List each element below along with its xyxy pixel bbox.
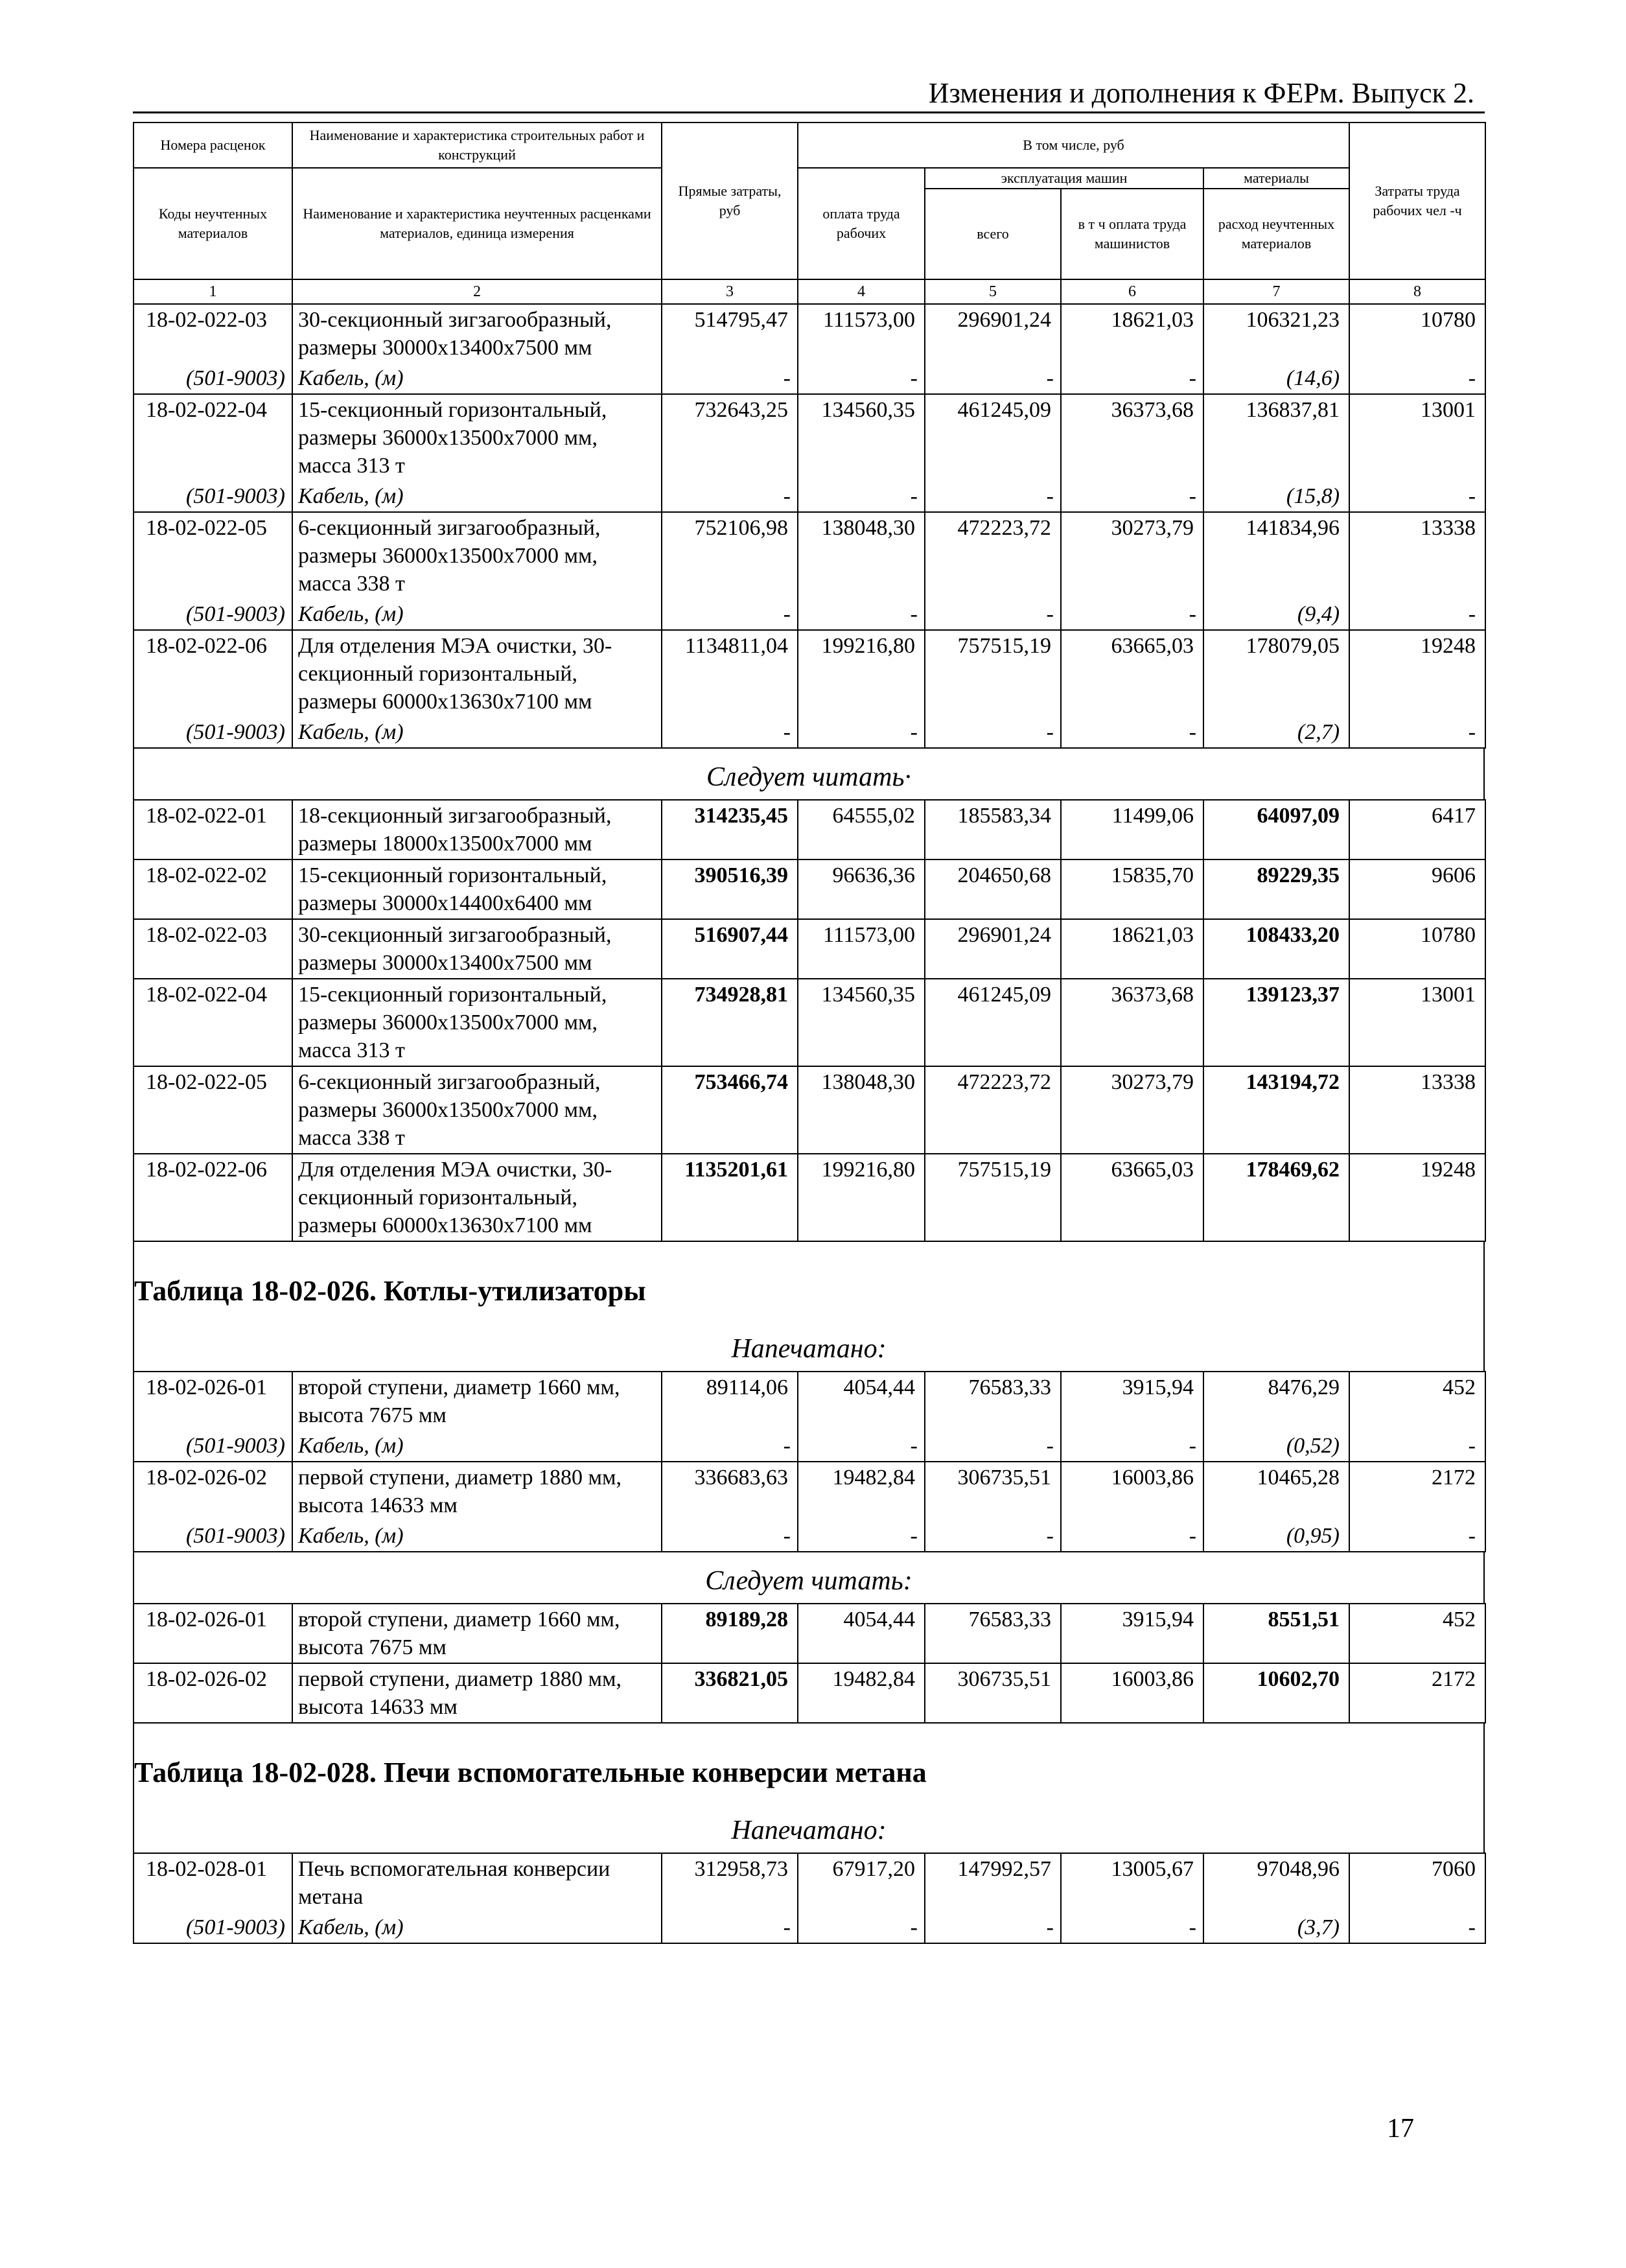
material-labor: - xyxy=(1349,1431,1485,1462)
page-number: 17 xyxy=(1387,2114,1414,2144)
rate-name: 18-секционный зигзагообразный, размеры 18000x13500x7000 мм xyxy=(292,800,662,859)
table-row xyxy=(134,630,1485,717)
column-number-2: 2 xyxy=(292,279,662,304)
read-rows-022 xyxy=(134,800,1485,1241)
material-materials: (0,95) xyxy=(1203,1521,1349,1552)
col-header-materials: материалы xyxy=(1203,168,1349,189)
caption-printed-028: Напечатано: xyxy=(731,1816,887,1846)
cell-materials: 178469,62 xyxy=(1203,1154,1349,1241)
cell-machines-total: 147992,57 xyxy=(925,1853,1061,1912)
material-row xyxy=(134,1521,1485,1552)
cell-labor: 452 xyxy=(1349,1372,1485,1431)
cell-direct-costs: 516907,44 xyxy=(662,919,798,979)
material-wages: - xyxy=(798,599,925,630)
table-row xyxy=(134,800,1485,859)
cell-labor: 9606 xyxy=(1349,859,1485,919)
cell-direct-costs: 314235,45 xyxy=(662,800,798,859)
rate-code: 18-02-022-04 xyxy=(134,394,292,481)
rate-code: 18-02-026-01 xyxy=(134,1604,292,1663)
cell-direct-costs: 390516,39 xyxy=(662,859,798,919)
cell-labor: 10780 xyxy=(1349,919,1485,979)
table-row xyxy=(134,1663,1485,1723)
col-header-operator-wages: в т ч оплата труда машинистов xyxy=(1061,189,1203,279)
col-header-wages: оплата труда рабочих xyxy=(798,168,925,279)
table-row xyxy=(134,394,1485,481)
material-row xyxy=(134,717,1485,748)
material-machines-total: - xyxy=(925,481,1061,512)
cell-direct-costs: 1134811,04 xyxy=(662,630,798,717)
rate-code: 18-02-022-03 xyxy=(134,304,292,363)
section-read-022 xyxy=(133,749,1485,799)
rate-code: 18-02-022-02 xyxy=(134,859,292,919)
material-direct-costs: - xyxy=(662,1431,798,1462)
material-materials: (2,7) xyxy=(1203,717,1349,748)
cell-direct-costs: 336821,05 xyxy=(662,1663,798,1723)
cell-machines-total: 296901,24 xyxy=(925,919,1061,979)
rate-name: 15-секционный горизонтальный, размеры 30000x14400x6400 мм xyxy=(292,859,662,919)
material-labor: - xyxy=(1349,481,1485,512)
cell-labor: 7060 xyxy=(1349,1853,1485,1912)
caption-read-026: Следует читать: xyxy=(705,1566,912,1596)
cell-labor: 10780 xyxy=(1349,304,1485,363)
cell-operator-wages: 63665,03 xyxy=(1061,630,1203,717)
cell-labor: 2172 xyxy=(1349,1462,1485,1521)
table-row xyxy=(134,859,1485,919)
cell-direct-costs: 514795,47 xyxy=(662,304,798,363)
cell-machines-total: 204650,68 xyxy=(925,859,1061,919)
material-operator-wages: - xyxy=(1061,363,1203,394)
rate-code: 18-02-026-02 xyxy=(134,1462,292,1521)
column-number-7: 7 xyxy=(1203,279,1349,304)
material-labor: - xyxy=(1349,1521,1485,1552)
rate-name: 15-секционный горизонтальный, размеры 36000x13500x7000 мм, масса 313 т xyxy=(292,394,662,481)
col-header-number: Номера расценок xyxy=(134,123,292,168)
material-direct-costs: - xyxy=(662,599,798,630)
cell-machines-total: 185583,34 xyxy=(925,800,1061,859)
cell-materials: 89229,35 xyxy=(1203,859,1349,919)
rate-code: 18-02-022-04 xyxy=(134,979,292,1066)
material-code: (501-9003) xyxy=(134,1431,292,1462)
cell-wages: 199216,80 xyxy=(798,630,925,717)
cell-wages: 4054,44 xyxy=(798,1372,925,1431)
col-header-machines-total: всего xyxy=(925,189,1061,279)
material-name: Кабель, (м) xyxy=(292,363,662,394)
col-header-direct-costs: Прямые затраты, руб xyxy=(662,123,798,279)
material-labor: - xyxy=(1349,717,1485,748)
cell-materials: 10602,70 xyxy=(1203,1663,1349,1723)
cell-labor: 13001 xyxy=(1349,394,1485,481)
rate-code: 18-02-028-01 xyxy=(134,1853,292,1912)
cell-materials: 97048,96 xyxy=(1203,1853,1349,1912)
cell-materials: 106321,23 xyxy=(1203,304,1349,363)
cell-operator-wages: 15835,70 xyxy=(1061,859,1203,919)
material-direct-costs: - xyxy=(662,481,798,512)
cell-machines-total: 472223,72 xyxy=(925,512,1061,599)
cell-machines-total: 757515,19 xyxy=(925,630,1061,717)
cell-wages: 19482,84 xyxy=(798,1462,925,1521)
cell-machines-total: 306735,51 xyxy=(925,1462,1061,1521)
material-row xyxy=(134,363,1485,394)
cell-operator-wages: 16003,86 xyxy=(1061,1462,1203,1521)
rate-name: 6-секционный зигзагообразный, размеры 36000x13500x7000 мм, масса 338 т xyxy=(292,512,662,599)
column-number-1: 1 xyxy=(134,279,292,304)
header-table xyxy=(133,122,1486,749)
table-row xyxy=(134,1066,1485,1154)
material-machines-total: - xyxy=(925,599,1061,630)
material-name: Кабель, (м) xyxy=(292,1431,662,1462)
material-wages: - xyxy=(798,363,925,394)
cell-wages: 64555,02 xyxy=(798,800,925,859)
material-machines-total: - xyxy=(925,363,1061,394)
cell-materials: 8551,51 xyxy=(1203,1604,1349,1663)
material-wages: - xyxy=(798,717,925,748)
table-row xyxy=(134,1853,1485,1912)
cell-operator-wages: 36373,68 xyxy=(1061,394,1203,481)
material-code: (501-9003) xyxy=(134,1521,292,1552)
table-row xyxy=(134,1604,1485,1663)
cell-labor: 452 xyxy=(1349,1604,1485,1663)
cell-materials: 108433,20 xyxy=(1203,919,1349,979)
cell-labor: 13338 xyxy=(1349,512,1485,599)
cell-operator-wages: 63665,03 xyxy=(1061,1154,1203,1241)
cell-materials: 10465,28 xyxy=(1203,1462,1349,1521)
column-number-5: 5 xyxy=(925,279,1061,304)
material-operator-wages: - xyxy=(1061,717,1203,748)
cell-machines-total: 76583,33 xyxy=(925,1604,1061,1663)
cell-operator-wages: 18621,03 xyxy=(1061,919,1203,979)
material-materials: (15,8) xyxy=(1203,481,1349,512)
rate-code: 18-02-022-06 xyxy=(134,630,292,717)
material-row xyxy=(134,599,1485,630)
rate-code: 18-02-022-06 xyxy=(134,1154,292,1241)
material-labor: - xyxy=(1349,363,1485,394)
material-operator-wages: - xyxy=(1061,481,1203,512)
cell-direct-costs: 1135201,61 xyxy=(662,1154,798,1241)
rate-name: 6-секционный зигзагообразный, размеры 36000x13500x7000 мм, масса 338 т xyxy=(292,1066,662,1154)
cell-operator-wages: 16003,86 xyxy=(1061,1663,1203,1723)
material-materials: (0,52) xyxy=(1203,1431,1349,1462)
cell-operator-wages: 30273,79 xyxy=(1061,1066,1203,1154)
material-machines-total: - xyxy=(925,1912,1061,1943)
rate-code: 18-02-022-05 xyxy=(134,1066,292,1154)
cell-operator-wages: 18621,03 xyxy=(1061,304,1203,363)
table-row xyxy=(134,979,1485,1066)
column-number-8: 8 xyxy=(1349,279,1485,304)
cell-machines-total: 306735,51 xyxy=(925,1663,1061,1723)
rate-name: первой ступени, диаметр 1880 мм, высота 14633 мм xyxy=(292,1462,662,1521)
material-operator-wages: - xyxy=(1061,599,1203,630)
rate-name: Печь вспомогательная конверсии метана xyxy=(292,1853,662,1912)
cell-operator-wages: 3915,94 xyxy=(1061,1372,1203,1431)
cell-machines-total: 472223,72 xyxy=(925,1066,1061,1154)
material-materials: (3,7) xyxy=(1203,1912,1349,1943)
column-number-3: 3 xyxy=(662,279,798,304)
table-row xyxy=(134,1462,1485,1521)
cell-direct-costs: 753466,74 xyxy=(662,1066,798,1154)
section-read-026 xyxy=(133,1552,1485,1603)
cell-wages: 19482,84 xyxy=(798,1663,925,1723)
material-wages: - xyxy=(798,1912,925,1943)
page-header-title: Изменения и дополнения к ФЕРм. Выпуск 2. xyxy=(928,77,1474,109)
column-number-row xyxy=(134,279,1485,304)
col-header-material-usage: расход неучтенных материалов xyxy=(1203,189,1349,279)
rate-name: 30-секционный зигзагообразный, размеры 30000x13400x7500 мм xyxy=(292,304,662,363)
cell-labor: 13338 xyxy=(1349,1066,1485,1154)
cell-direct-costs: 752106,98 xyxy=(662,512,798,599)
material-machines-total: - xyxy=(925,1431,1061,1462)
cell-labor: 6417 xyxy=(1349,800,1485,859)
cell-labor: 19248 xyxy=(1349,1154,1485,1241)
cell-wages: 111573,00 xyxy=(798,304,925,363)
material-wages: - xyxy=(798,1521,925,1552)
cell-materials: 143194,72 xyxy=(1203,1066,1349,1154)
cell-operator-wages: 36373,68 xyxy=(1061,979,1203,1066)
material-direct-costs: - xyxy=(662,1912,798,1943)
cell-machines-total: 757515,19 xyxy=(925,1154,1061,1241)
material-code: (501-9003) xyxy=(134,599,292,630)
cell-operator-wages: 11499,06 xyxy=(1061,800,1203,859)
cell-materials: 141834,96 xyxy=(1203,512,1349,599)
material-code: (501-9003) xyxy=(134,717,292,748)
printed-rows-022 xyxy=(134,304,1485,748)
cell-direct-costs: 336683,63 xyxy=(662,1462,798,1521)
document-body xyxy=(133,122,1485,1944)
section-title-026: Таблица 18-02-026. Котлы-утилизаторы xyxy=(134,1275,646,1307)
material-direct-costs: - xyxy=(662,1521,798,1552)
caption-printed-026: Напечатано: xyxy=(731,1334,887,1364)
table-row xyxy=(134,1372,1485,1431)
table-row xyxy=(134,1154,1485,1241)
cell-direct-costs: 89114,06 xyxy=(662,1372,798,1431)
material-materials: (14,6) xyxy=(1203,363,1349,394)
cell-materials: 178079,05 xyxy=(1203,630,1349,717)
col-header-machines: эксплуатация машин xyxy=(925,168,1203,189)
col-header-material-codes: Коды неучтенных материалов xyxy=(134,168,292,279)
cell-materials: 136837,81 xyxy=(1203,394,1349,481)
material-name: Кабель, (м) xyxy=(292,1521,662,1552)
cell-materials: 139123,37 xyxy=(1203,979,1349,1066)
read-rows-026 xyxy=(134,1604,1485,1723)
cell-direct-costs: 312958,73 xyxy=(662,1853,798,1912)
cell-machines-total: 296901,24 xyxy=(925,304,1061,363)
col-header-material-names: Наименование и характеристика неучтенных расценками материалов, единица измерения xyxy=(292,168,662,279)
cell-wages: 199216,80 xyxy=(798,1154,925,1241)
material-wages: - xyxy=(798,481,925,512)
col-header-group: В том числе, руб xyxy=(798,123,1349,168)
section-028 xyxy=(133,1724,1485,1853)
read-table-022 xyxy=(133,799,1486,1242)
rate-name: второй ступени, диаметр 1660 мм, высота 7675 мм xyxy=(292,1372,662,1431)
cell-wages: 111573,00 xyxy=(798,919,925,979)
table-row xyxy=(134,304,1485,363)
section-026 xyxy=(133,1242,1485,1371)
printed-table-026 xyxy=(133,1371,1486,1552)
material-materials: (9,4) xyxy=(1203,599,1349,630)
cell-wages: 67917,20 xyxy=(798,1853,925,1912)
cell-machines-total: 461245,09 xyxy=(925,979,1061,1066)
rate-name: 30-секционный зигзагообразный, размеры 30000x13400x7500 мм xyxy=(292,919,662,979)
rate-name: Для отделения МЭА очистки, 30-секционный горизонтальный, размеры 60000x13630x7100 мм xyxy=(292,1154,662,1241)
column-number-4: 4 xyxy=(798,279,925,304)
cell-wages: 138048,30 xyxy=(798,1066,925,1154)
rate-code: 18-02-022-01 xyxy=(134,800,292,859)
col-header-labor: Затраты труда рабочих чел -ч xyxy=(1349,123,1485,279)
material-code: (501-9003) xyxy=(134,481,292,512)
material-code: (501-9003) xyxy=(134,1912,292,1943)
cell-machines-total: 461245,09 xyxy=(925,394,1061,481)
rate-name: Для отделения МЭА очистки, 30-секционный горизонтальный, размеры 60000x13630x7100 мм xyxy=(292,630,662,717)
cell-machines-total: 76583,33 xyxy=(925,1372,1061,1431)
cell-direct-costs: 89189,28 xyxy=(662,1604,798,1663)
material-machines-total: - xyxy=(925,1521,1061,1552)
cell-operator-wages: 13005,67 xyxy=(1061,1853,1203,1912)
material-operator-wages: - xyxy=(1061,1521,1203,1552)
table-row xyxy=(134,919,1485,979)
column-number-6: 6 xyxy=(1061,279,1203,304)
cell-wages: 134560,35 xyxy=(798,394,925,481)
cell-wages: 138048,30 xyxy=(798,512,925,599)
material-name: Кабель, (м) xyxy=(292,481,662,512)
printed-rows-028 xyxy=(134,1853,1485,1943)
cell-labor: 19248 xyxy=(1349,630,1485,717)
rate-name: второй ступени, диаметр 1660 мм, высота 7675 мм xyxy=(292,1604,662,1663)
rate-code: 18-02-026-01 xyxy=(134,1372,292,1431)
cell-wages: 4054,44 xyxy=(798,1604,925,1663)
cell-operator-wages: 30273,79 xyxy=(1061,512,1203,599)
material-labor: - xyxy=(1349,599,1485,630)
material-code: (501-9003) xyxy=(134,363,292,394)
cell-direct-costs: 734928,81 xyxy=(662,979,798,1066)
rate-code: 18-02-026-02 xyxy=(134,1663,292,1723)
col-header-name: Наименование и характеристика строительных работ и конструкций xyxy=(292,123,662,168)
material-wages: - xyxy=(798,1431,925,1462)
printed-rows-026 xyxy=(134,1372,1485,1552)
material-row xyxy=(134,481,1485,512)
material-row xyxy=(134,1912,1485,1943)
cell-labor: 13001 xyxy=(1349,979,1485,1066)
rate-code: 18-02-022-03 xyxy=(134,919,292,979)
material-machines-total: - xyxy=(925,717,1061,748)
material-name: Кабель, (м) xyxy=(292,717,662,748)
material-operator-wages: - xyxy=(1061,1912,1203,1943)
read-table-026 xyxy=(133,1603,1486,1724)
rate-code: 18-02-022-05 xyxy=(134,512,292,599)
printed-table-028 xyxy=(133,1853,1486,1944)
table-row xyxy=(134,512,1485,599)
cell-labor: 2172 xyxy=(1349,1663,1485,1723)
material-direct-costs: - xyxy=(662,363,798,394)
material-labor: - xyxy=(1349,1912,1485,1943)
caption-read-022: Следует читать· xyxy=(706,762,912,793)
header-rule xyxy=(133,111,1485,113)
material-direct-costs: - xyxy=(662,717,798,748)
material-operator-wages: - xyxy=(1061,1431,1203,1462)
rate-name: 15-секционный горизонтальный, размеры 36000x13500x7000 мм, масса 313 т xyxy=(292,979,662,1066)
cell-wages: 96636,36 xyxy=(798,859,925,919)
material-row xyxy=(134,1431,1485,1462)
material-name: Кабель, (м) xyxy=(292,1912,662,1943)
cell-wages: 134560,35 xyxy=(798,979,925,1066)
material-name: Кабель, (м) xyxy=(292,599,662,630)
rate-name: первой ступени, диаметр 1880 мм, высота 14633 мм xyxy=(292,1663,662,1723)
cell-materials: 8476,29 xyxy=(1203,1372,1349,1431)
cell-direct-costs: 732643,25 xyxy=(662,394,798,481)
cell-operator-wages: 3915,94 xyxy=(1061,1604,1203,1663)
section-title-028: Таблица 18-02-028. Печи вспомогательные конверсии метана xyxy=(134,1757,927,1789)
cell-materials: 64097,09 xyxy=(1203,800,1349,859)
